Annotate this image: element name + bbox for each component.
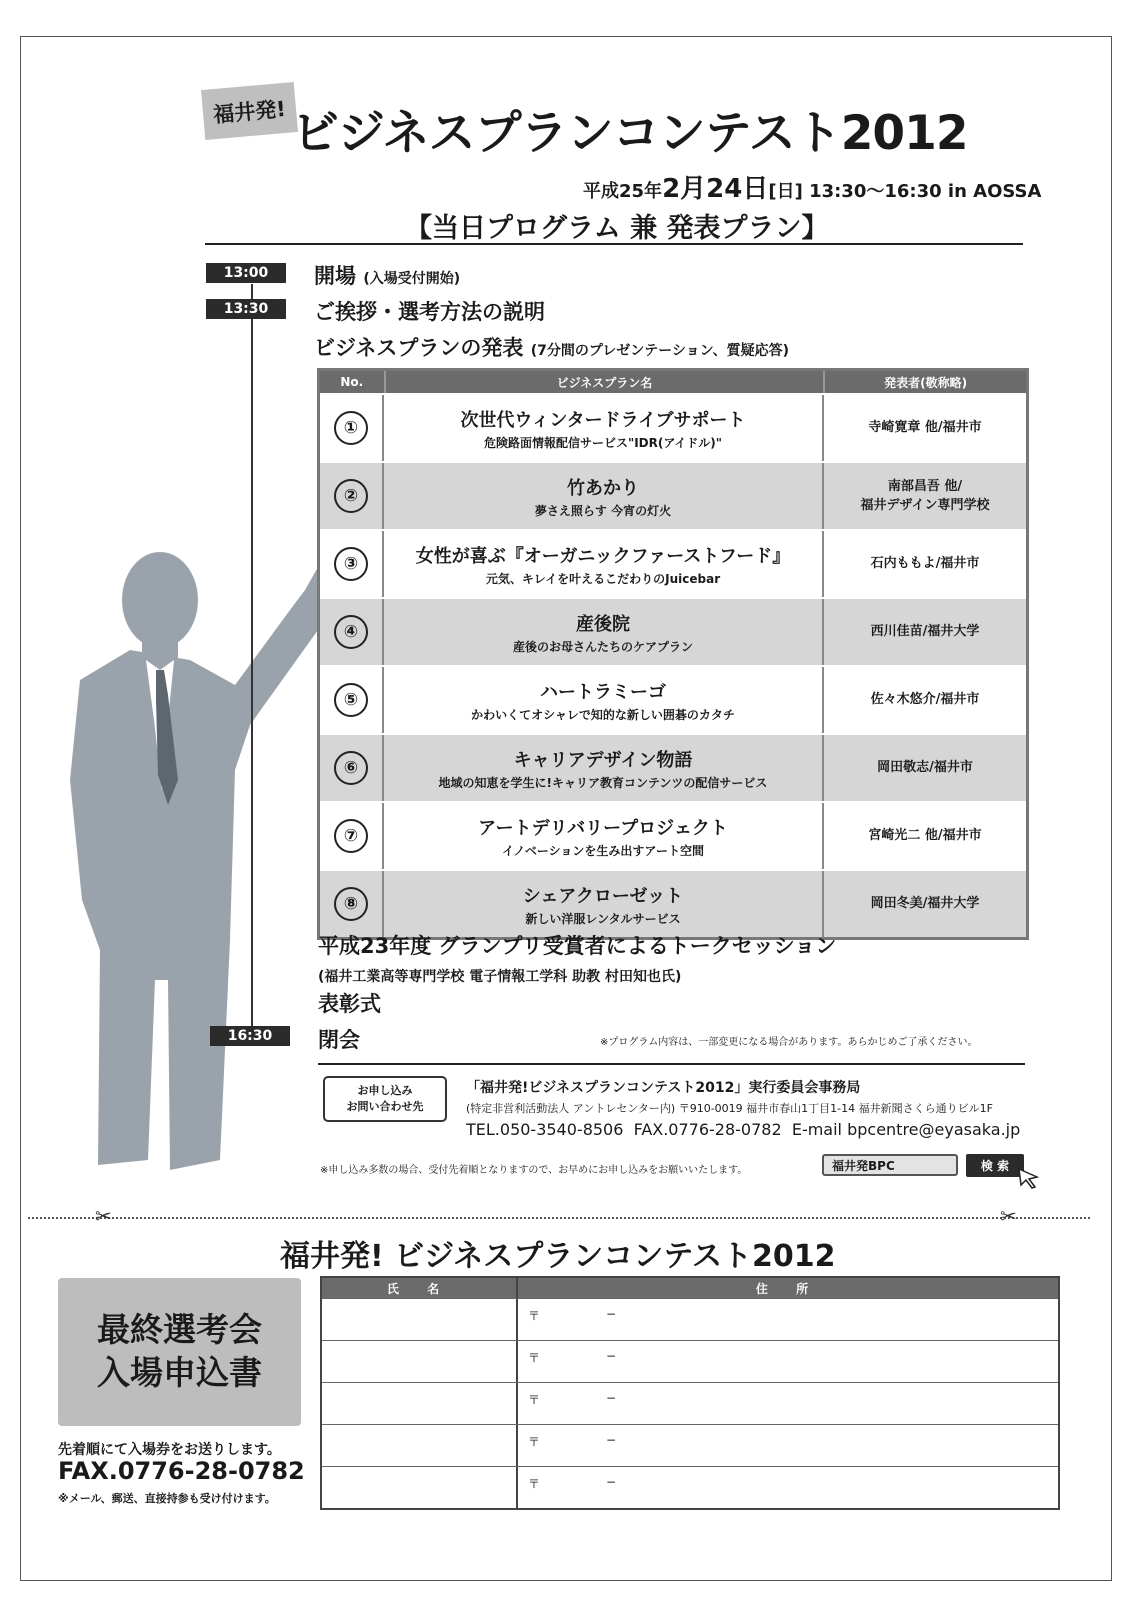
form-row <box>322 1298 1058 1340</box>
scissors-icon: ✂ <box>1000 1204 1017 1228</box>
contact-email: E-mail bpcentre@eyasaka.jp <box>791 1120 1021 1139</box>
program-open-label: 開場 <box>314 264 356 288</box>
page-title: ビジネスプランコンテスト2012 <box>292 106 968 161</box>
presenter-silhouette <box>60 520 350 1190</box>
form-label-line1: 最終選考会 <box>97 1310 262 1350</box>
application-form-table <box>320 1276 1060 1510</box>
contact-divider <box>318 1063 1025 1065</box>
time-badge-1330: 13:30 <box>206 299 286 319</box>
program-presentation-label: ビジネスプランの発表 <box>314 336 524 360</box>
table-row <box>320 665 1026 733</box>
table-row <box>320 529 1026 597</box>
row-number: ③ <box>334 547 368 581</box>
plan-name: 女性が喜ぶ『オーガニックファーストフード』 <box>415 545 791 567</box>
page-subtitle: 【当日プログラム 兼 発表プラン】 <box>405 213 829 244</box>
date-main: 2月24日 <box>662 174 769 204</box>
form-row <box>322 1424 1058 1466</box>
contact-label-line1: お申し込み <box>357 1083 413 1097</box>
presentation-table <box>317 368 1029 940</box>
cut-line <box>28 1217 1090 1219</box>
form-note-methods: ※メール、郵送、直接持参も受け付けます。 <box>58 1492 276 1505</box>
plan-name: 次世代ウィンタードライブサポート <box>460 409 746 431</box>
header-presenter: 発表者(敬称略) <box>884 375 968 390</box>
plan-desc: イノベーションを生み出すアート空間 <box>502 843 704 858</box>
row-number: ① <box>334 411 368 445</box>
postal-mark: 〒 <box>528 1309 541 1323</box>
date-suffix: [日] 13:30〜16:30 in AOSSA <box>768 181 1042 202</box>
contact-label-box <box>323 1076 447 1122</box>
search-button[interactable]: 検 索 <box>966 1154 1024 1177</box>
program-change-note: ※プログラム内容は、一部変更になる場合があります。あらかじめご了承ください。 <box>600 1037 978 1048</box>
table-row <box>320 869 1026 937</box>
presenter: 佐々木悠介/福井市 <box>870 692 980 708</box>
date-prefix: 平成25年 <box>583 181 663 202</box>
form-row <box>322 1466 1058 1508</box>
plan-desc: 夢さえ照らす 今宵の灯火 <box>534 503 672 518</box>
header-divider <box>205 243 1023 245</box>
plan-desc: 地域の知恵を学生に!キャリア教育コンテンツの配信サービス <box>438 775 768 790</box>
plan-name: ハートラミーゴ <box>540 681 666 703</box>
address-field[interactable] <box>518 1299 1058 1340</box>
table-header <box>320 371 1026 393</box>
postal-dash: − <box>606 1349 617 1363</box>
form-header-address: 住 所 <box>755 1281 821 1296</box>
contact-label-line2: お問い合わせ先 <box>346 1100 424 1113</box>
contact-tel: TEL.050-3540-8506 <box>466 1120 624 1139</box>
name-field[interactable] <box>322 1467 518 1508</box>
header-no: No. <box>320 371 386 393</box>
address-field[interactable] <box>518 1383 1058 1424</box>
form-row <box>322 1382 1058 1424</box>
row-number: ⑧ <box>334 887 368 921</box>
row-number: ④ <box>334 615 368 649</box>
plan-desc: 危険路面情報配信サービス"IDR(アイドル)" <box>483 435 723 450</box>
form-note: 先着順にて入場券をお送りします。 <box>58 1442 281 1458</box>
plan-desc: 元気、キレイを叶えるこだわりのJuicebar <box>485 571 721 586</box>
program-open <box>314 260 460 290</box>
form-row <box>322 1340 1058 1382</box>
presenter-affiliation: 福井デザイン専門学校 <box>860 498 990 513</box>
timeline-line <box>251 284 253 1029</box>
program-talk-note-text: (福井工業高等専門学校 電子情報工学科 助教 村田知也氏) <box>318 969 682 985</box>
postal-mark: 〒 <box>528 1477 541 1491</box>
name-field[interactable] <box>322 1299 518 1340</box>
table-row <box>320 461 1026 529</box>
row-number: ② <box>334 479 368 513</box>
name-field[interactable] <box>322 1341 518 1382</box>
time-badge-1630: 16:30 <box>210 1026 290 1046</box>
postal-mark: 〒 <box>528 1435 541 1449</box>
time-badge-1300: 13:00 <box>206 263 286 283</box>
program-talk-note <box>318 962 681 986</box>
table-row <box>320 393 1026 461</box>
address-field[interactable] <box>518 1425 1058 1466</box>
application-notice: ※申し込み多数の場合、受付先着順となりますので、お早めにお申し込みをお願いいたします。 <box>320 1165 748 1176</box>
plan-desc: 産後のお母さんたちのケアプラン <box>512 639 693 654</box>
cursor-icon <box>1017 1167 1041 1189</box>
postal-dash: − <box>606 1307 617 1321</box>
presenter: 南部昌吾 他/ <box>887 478 963 494</box>
plan-name: キャリアデザイン物語 <box>513 749 693 771</box>
form-title: 福井発! ビジネスプランコンテスト2012 <box>280 1239 836 1274</box>
plan-name: シェアクローゼット <box>522 885 684 907</box>
event-date <box>583 168 1041 205</box>
plan-name: 産後院 <box>576 613 630 635</box>
organizer-name: 「福井発!ビジネスプランコンテスト2012」実行委員会事務局 <box>466 1080 861 1096</box>
table-row <box>320 733 1026 801</box>
program-award: 表彰式 <box>318 992 381 1016</box>
plan-name: アートデリバリープロジェクト <box>478 817 728 839</box>
address-field[interactable] <box>518 1467 1058 1508</box>
form-header-name: 氏 名 <box>322 1278 518 1298</box>
row-number: ⑤ <box>334 683 368 717</box>
form-label-box <box>58 1278 301 1426</box>
address-field[interactable] <box>518 1341 1058 1382</box>
presenter: 岡田冬美/福井大学 <box>870 896 980 912</box>
plan-desc: 新しい洋服レンタルサービス <box>525 911 681 926</box>
program-greeting: ご挨拶・選考方法の説明 <box>314 300 545 324</box>
program-talk: 平成23年度 グランプリ受賞者によるトークセッション <box>318 934 837 958</box>
postal-mark: 〒 <box>528 1351 541 1365</box>
organizer-address: (特定非営利活動法人 アントレセンター内) 〒910-0019 福井市春山1丁目1-14 福井新聞さくら通りビル1F <box>466 1102 993 1115</box>
form-table-header <box>322 1278 1058 1298</box>
presenter: 石内ももよ/福井市 <box>870 556 980 572</box>
scissors-icon: ✂ <box>95 1204 112 1228</box>
presenter: 岡田敬志/福井市 <box>877 760 973 776</box>
form-fax: FAX.0776-28-0782 <box>58 1457 305 1485</box>
postal-dash: − <box>606 1391 617 1405</box>
name-field[interactable] <box>322 1425 518 1466</box>
program-open-note: (入場受付開始) <box>363 271 461 287</box>
postal-mark: 〒 <box>528 1393 541 1407</box>
postal-dash: − <box>606 1475 617 1489</box>
plan-name: 竹あかり <box>567 477 639 499</box>
program-presentation <box>314 332 789 362</box>
presenter: 寺崎寛章 他/福井市 <box>868 420 982 436</box>
table-row <box>320 801 1026 869</box>
table-row <box>320 597 1026 665</box>
program-close: 閉会 <box>318 1028 360 1052</box>
program-presentation-note: (7分間のプレゼンテーション、質疑応答) <box>530 343 789 359</box>
plan-desc: かわいくてオシャレで知的な新しい囲碁のカタチ <box>471 707 735 722</box>
search-input[interactable]: 福井発BPC <box>822 1154 958 1176</box>
row-number: ⑥ <box>334 751 368 785</box>
contact-fax: FAX.0776-28-0782 <box>633 1120 782 1139</box>
header-plan-name: ビジネスプラン名 <box>386 371 826 393</box>
name-field[interactable] <box>322 1383 518 1424</box>
presenter: 西川佳苗/福井大学 <box>870 624 980 640</box>
presenter: 宮崎光二 他/福井市 <box>868 828 982 844</box>
contact-details <box>466 1120 1020 1139</box>
form-label-line2: 入場申込書 <box>97 1353 262 1392</box>
postal-dash: − <box>606 1433 617 1447</box>
row-number: ⑦ <box>334 819 368 853</box>
header-badge: 福井発! <box>201 82 298 140</box>
